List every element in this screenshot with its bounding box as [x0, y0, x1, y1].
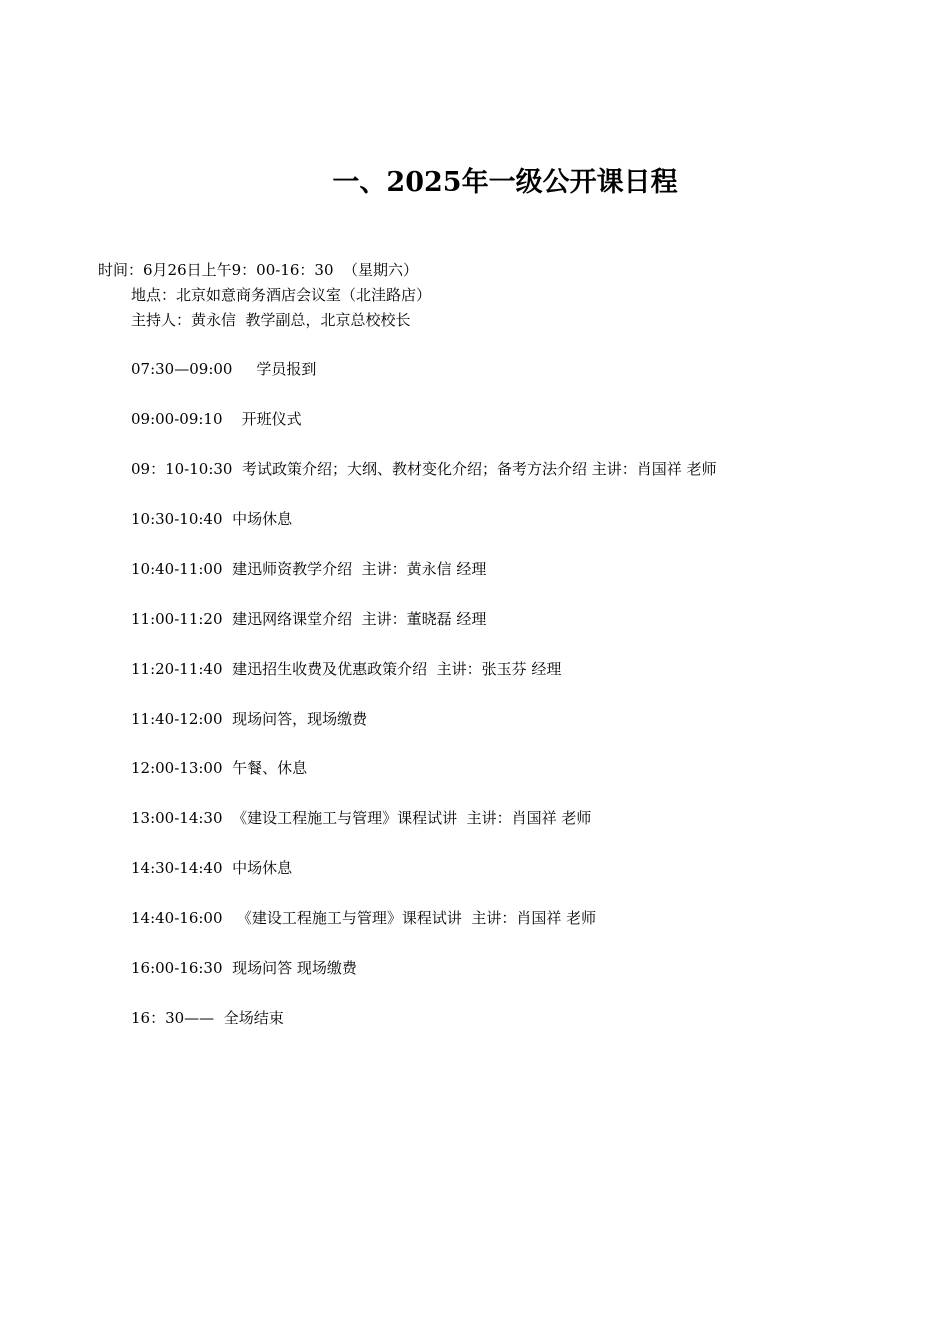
schedule-time: 16:00-16:30 [131, 959, 223, 977]
schedule-description: 中场休息 [232, 510, 293, 528]
schedule-separator [223, 859, 233, 877]
schedule-time: 10:40-11:00 [131, 560, 223, 578]
schedule-description: 建迅网络课堂介绍 主讲：董晓磊 经理 [232, 610, 487, 628]
schedule-item [131, 1007, 284, 1029]
schedule-time: 11:40-12:00 [131, 710, 223, 728]
schedule-separator [223, 660, 233, 678]
schedule-item [131, 558, 486, 580]
schedule-description: 现场问答 现场缴费 [232, 959, 357, 977]
schedule-item [131, 658, 561, 680]
meeting-time: 时间：6月26日上午9：00-16：30 （星期六） [98, 261, 419, 279]
schedule-time: 11:20-11:40 [131, 660, 223, 678]
schedule-item [131, 608, 486, 630]
schedule-separator [223, 909, 237, 927]
schedule-time: 09:00-09:10 [131, 410, 223, 428]
schedule-item [131, 708, 367, 730]
schedule-time: 10:30-10:40 [131, 510, 223, 528]
schedule-time: 09：10-10:30 [131, 460, 233, 478]
schedule-item [131, 957, 357, 979]
schedule-time: 12:00-13:00 [131, 759, 223, 777]
schedule-time: 13:00-14:30 [131, 809, 223, 827]
schedule-item [131, 907, 596, 929]
meeting-location: 地点：北京如意商务酒店会议室（北洼路店） [131, 286, 432, 304]
schedule-separator [223, 610, 233, 628]
schedule-description: 午餐、休息 [232, 759, 308, 777]
schedule-time: 16：30—— [131, 1009, 215, 1027]
schedule-separator [232, 360, 256, 378]
schedule-item [131, 358, 316, 380]
schedule-item [131, 508, 292, 530]
page-title: 一、2025年一级公开课日程 [332, 167, 678, 198]
schedule-separator [223, 510, 233, 528]
schedule-item [131, 757, 307, 779]
schedule-time: 14:40-16:00 [131, 909, 223, 927]
schedule-description: 考试政策介绍；大纲、教材变化介绍；备考方法介绍 主讲：肖国祥 老师 [242, 460, 717, 478]
schedule-description: 建迅招生收费及优惠政策介绍 主讲：张玉芬 经理 [232, 660, 562, 678]
schedule-description: 《建设工程施工与管理》课程试讲 主讲：肖国祥 老师 [236, 909, 597, 927]
schedule-description: 建迅师资教学介绍 主讲：黄永信 经理 [232, 560, 487, 578]
schedule-separator [232, 460, 242, 478]
schedule-separator [223, 560, 233, 578]
schedule-time: 14:30-14:40 [131, 859, 223, 877]
schedule-item [131, 458, 717, 480]
schedule-separator [223, 809, 233, 827]
schedule-time: 11:00-11:20 [131, 610, 223, 628]
meeting-host: 主持人：黄永信 教学副总，北京总校校长 [131, 311, 411, 329]
schedule-separator [214, 1009, 224, 1027]
schedule-separator [223, 759, 233, 777]
schedule-separator [223, 710, 233, 728]
schedule-item [131, 857, 292, 879]
schedule-separator [223, 410, 242, 428]
schedule-time: 07:30—09:00 [131, 360, 233, 378]
schedule-description: 全场结束 [223, 1009, 284, 1027]
schedule-description: 学员报到 [256, 360, 317, 378]
schedule-description: 开班仪式 [241, 410, 302, 428]
schedule-description: 《建设工程施工与管理》课程试讲 主讲：肖国祥 老师 [232, 809, 592, 827]
schedule-item [131, 807, 591, 829]
schedule-item [131, 408, 302, 430]
schedule-separator [223, 959, 233, 977]
schedule-description: 中场休息 [232, 859, 293, 877]
schedule-description: 现场问答，现场缴费 [232, 710, 368, 728]
